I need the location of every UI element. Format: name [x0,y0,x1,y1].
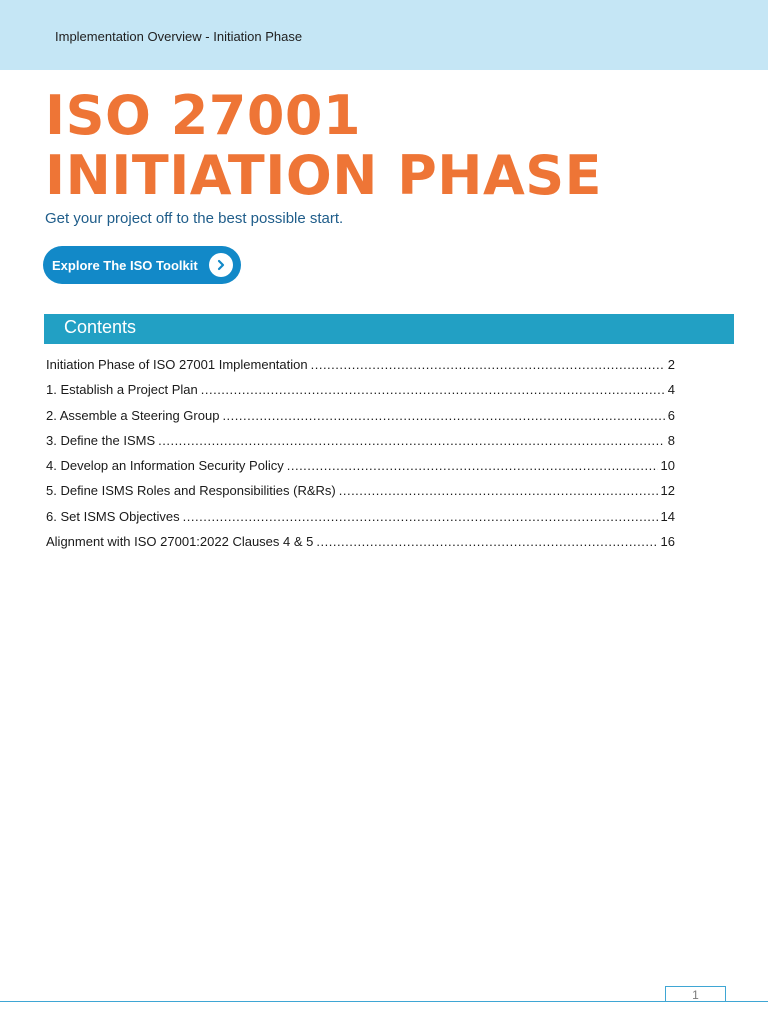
footer-divider [0,1001,768,1002]
toc-entry-page: 8 [667,432,675,448]
toc-dot-leader [222,408,664,423]
header-band [0,0,768,70]
toc-entry-title: 3. Define the ISMS [46,432,156,448]
toc-entry[interactable] [46,534,675,559]
chevron-right-icon [209,253,233,277]
toc-entry-title: 2. Assemble a Steering Group [46,407,220,423]
toc-dot-leader [183,509,658,524]
toc-entry-page: 6 [667,407,675,423]
table-of-contents [46,357,675,559]
page-number-tab [665,986,726,1001]
toc-entry[interactable] [46,433,675,458]
contents-heading-bar [44,314,734,344]
page-subtitle: Get your project off to the best possible start. [45,210,344,227]
toc-entry[interactable] [46,483,675,508]
page-title-line-2: INITIATION PHASE [45,144,603,207]
toc-entry-page: 10 [660,458,675,474]
toc-entry[interactable] [46,458,675,483]
explore-iso-toolkit-button[interactable] [43,246,241,284]
toc-entry[interactable] [46,509,675,534]
toc-entry-page: 4 [667,382,675,398]
toc-entry-title: Initiation Phase of ISO 27001 Implementation [46,357,308,372]
toc-dot-leader [311,357,665,372]
toc-entry[interactable] [46,408,675,433]
toc-entry-title: 1. Establish a Project Plan [46,382,198,398]
toc-entry-title: Alignment with ISO 27001:2022 Clauses 4 & 5 [46,534,314,550]
page-title-line-1: ISO 27001 [45,84,362,147]
toc-entry-title: 5. Define ISMS Roles and Responsibilities (R&Rs) [46,483,336,499]
toc-entry[interactable] [46,357,675,382]
toc-entry-page: 16 [660,534,675,550]
toc-entry-page: 12 [660,483,675,499]
page-title [45,86,602,206]
toc-dot-leader [339,483,658,498]
toc-entry[interactable] [46,382,675,407]
header-breadcrumb: Implementation Overview - Initiation Phase [55,29,303,44]
toc-entry-title: 6. Set ISMS Objectives [46,508,180,524]
toc-entry-page: 14 [660,508,675,524]
toc-dot-leader [201,382,665,397]
contents-heading: Contents [64,317,137,337]
page-number: 1 [692,988,699,1002]
toc-entry-title: 4. Develop an Information Security Policy [46,458,284,474]
toc-dot-leader [158,433,665,448]
toc-dot-leader [316,534,657,549]
toc-dot-leader [287,458,658,473]
toc-entry-page: 2 [667,357,675,372]
explore-button-label: Explore The ISO Toolkit [52,257,198,273]
